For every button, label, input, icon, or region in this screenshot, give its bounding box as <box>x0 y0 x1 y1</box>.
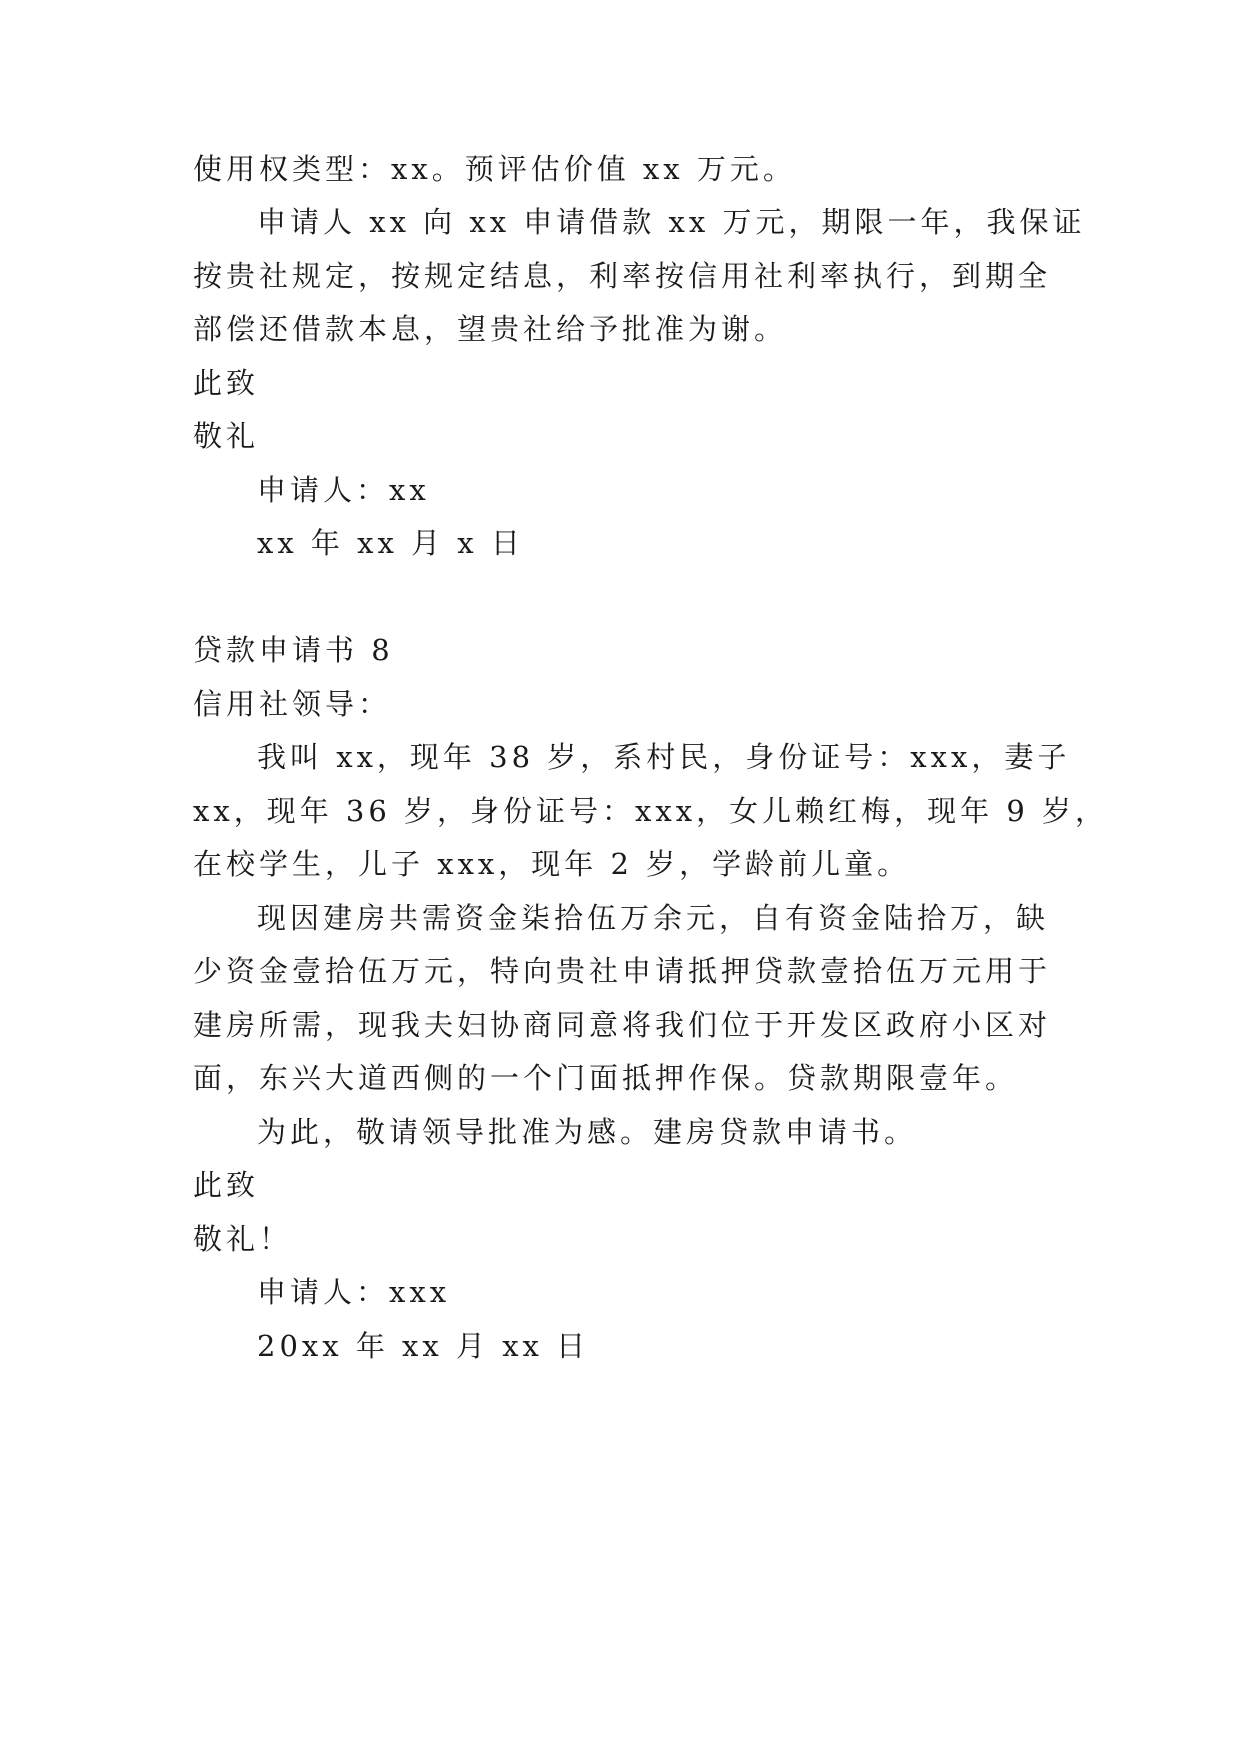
closing-line: 敬礼！ <box>193 1222 293 1256</box>
body-line: 按贵社规定，按规定结息，利率按信用社利率执行，到期全 <box>193 259 1052 293</box>
body-line: 在校学生，儿子 xxx，现年 2 岁，学龄前儿童。 <box>193 847 911 881</box>
body-line: 为此，敬请领导批准为感。建房贷款申请书。 <box>257 1115 918 1149</box>
date-line: 20xx 年 xx 月 xx 日 <box>257 1329 590 1363</box>
signature-line: 申请人：xxx <box>257 1275 451 1309</box>
body-line: 我叫 xx，现年 38 岁，系村民，身份证号：xxx，妻子 <box>257 740 1071 774</box>
closing-line: 此致 <box>193 1168 260 1202</box>
closing-line: 此致 <box>193 366 260 400</box>
body-line: 面，东兴大道西侧的一个门面抵押作保。贷款期限壹年。 <box>193 1061 1019 1095</box>
body-line: 少资金壹拾伍万元，特向贵社申请抵押贷款壹拾伍万元用于 <box>193 954 1052 988</box>
salutation: 信用社领导： <box>193 687 392 721</box>
signature-line: 申请人：xx <box>257 473 430 507</box>
body-line: 现因建房共需资金柒拾伍万余元，自有资金陆拾万，缺 <box>257 901 1050 935</box>
date-line: xx 年 xx 月 x 日 <box>257 526 524 560</box>
closing-line: 敬礼 <box>193 419 260 453</box>
body-line: 使用权类型：xx。预评估价值 xx 万元。 <box>193 152 796 186</box>
body-line: 申请人 xx 向 xx 申请借款 xx 万元，期限一年，我保证 <box>257 205 1086 239</box>
body-line: xx，现年 36 岁，身份证号：xxx，女儿赖红梅，现年 9 岁， <box>193 794 1109 828</box>
body-line: 建房所需，现我夫妇协商同意将我们位于开发区政府小区对 <box>193 1008 1052 1042</box>
section-title: 贷款申请书 8 <box>193 633 394 667</box>
body-line: 部偿还借款本息，望贵社给予批准为谢。 <box>193 312 788 346</box>
